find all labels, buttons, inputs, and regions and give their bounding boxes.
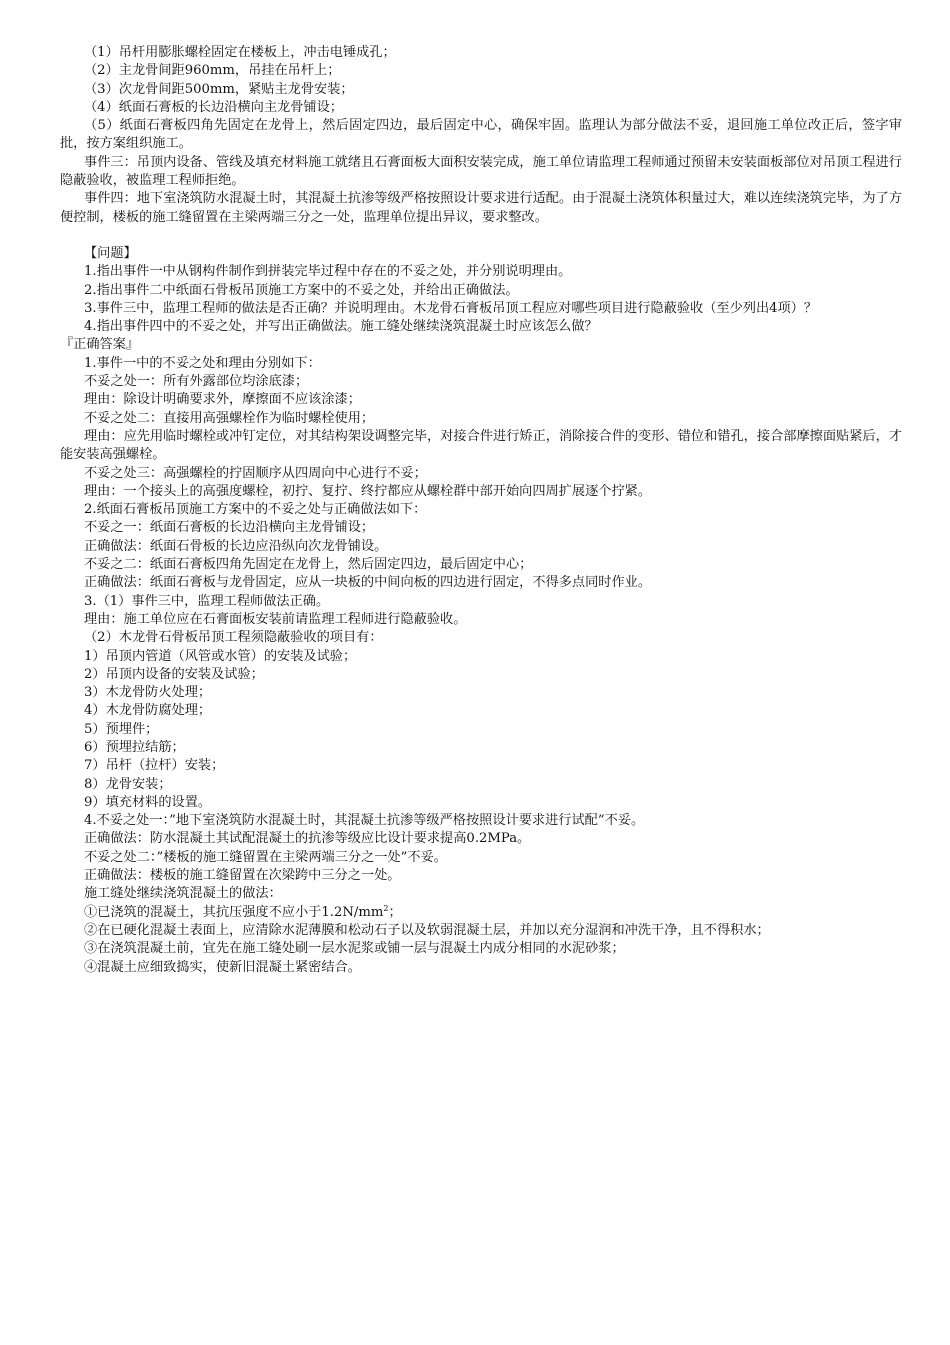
answer-heading: 『正确答案』 bbox=[60, 337, 140, 353]
question-item: 2.指出事件二中纸面石骨板吊顶施工方案中的不妥之处，并给出正确做法。 bbox=[84, 282, 519, 298]
answer-line: （2）木龙骨石骨板吊顶工程须隐蔽验收的项目有： bbox=[84, 630, 383, 646]
answer-line: 2）吊顶内设备的安装及试验； bbox=[84, 666, 264, 682]
step-three: ③在浇筑混凝土前，宜先在施工缝处刷一层水泥浆或铺一层与混凝土内成分相同的水泥砂浆； bbox=[84, 941, 625, 957]
answer-line: 7）吊杆（拉杆）安装； bbox=[84, 758, 225, 774]
answer-line: 施工缝处继续浇筑混凝土的做法： bbox=[84, 886, 282, 902]
answer-line: 1）吊顶内管道（风管或水管）的安装及试验； bbox=[84, 648, 357, 664]
question-item: 3.事件三中，监理工程师的做法是否正确？并说明理由。木龙骨石膏板吊顶工程应对哪些项目进行隐蔽验收（至少列出4项）？ bbox=[84, 300, 818, 316]
intro-item: （4）纸面石膏板的长边沿横向主龙骨铺设； bbox=[84, 99, 343, 115]
answer-line: 不妥之处二：”楼板的施工缝留置在主梁两端三分之一处”不妥。 bbox=[84, 849, 447, 865]
answer-line: 理由：应先用临时螺栓或冲钉定位，对其结构架设调整完毕，对接合件进行矫正，消除接合件的变形、错位和错孔，接合部摩擦面贴紧后，才能安装高强螺栓。 bbox=[60, 428, 902, 463]
answer-line: 3.（1）事件三中，监理工程师做法正确。 bbox=[84, 593, 330, 609]
answer-line: 不妥之二：纸面石膏板四角先固定在龙骨上，然后固定四边，最后固定中心； bbox=[84, 557, 533, 573]
answer-line: 理由：一个接头上的高强度螺栓，初拧、复拧、终拧都应从螺栓群中部开始向四周扩展逐个拧紧。 bbox=[84, 483, 652, 499]
step-four: ④混凝土应细致捣实，使新旧混凝土紧密结合。 bbox=[84, 959, 361, 975]
intro-item: （3）次龙骨间距500mm，紧贴主龙骨安装； bbox=[84, 81, 354, 97]
question-item: 1.指出事件一中从钢构件制作到拼装完毕过程中存在的不妥之处，并分别说明理由。 bbox=[84, 264, 572, 280]
step-one-superscript: 2 bbox=[383, 903, 389, 913]
answer-line: 1.事件一中的不妥之处和理由分别如下： bbox=[84, 355, 321, 371]
step-two: ②在已硬化混凝土表面上，应清除水泥薄膜和松动石子以及软弱混凝土层，并加以充分湿润和冲洗干净，且不得积水； bbox=[84, 922, 770, 938]
answer-line: 理由：除设计明确要求外，摩擦面不应该涂漆； bbox=[84, 392, 361, 408]
answer-line: 不妥之处三：高强螺栓的拧固顺序从四周向中心进行不妥； bbox=[84, 465, 427, 481]
step-one bbox=[60, 904, 902, 922]
answer-line: 3）木龙骨防火处理； bbox=[84, 685, 212, 701]
section-spacer bbox=[60, 227, 902, 245]
answer-line: 6）预埋拉结筋； bbox=[84, 739, 185, 755]
answer-line: 正确做法：防水混凝土其试配混凝土的抗渗等级应比设计要求提高0.2MPa。 bbox=[84, 831, 531, 847]
intro-item: （5）纸面石膏板四角先固定在龙骨上，然后固定四边，最后固定中心，确保牢固。监理认为部分做法不妥，退回施工单位改正后，签字审批，按方案组织施工。 bbox=[60, 118, 902, 152]
answer-line: 4.不妥之处一：”地下室浇筑防水混凝土时，其混凝土抗渗等级严格按照设计要求进行试配”不妥。 bbox=[84, 813, 645, 829]
answer-line: 2.纸面石膏板吊顶施工方案中的不妥之处与正确做法如下： bbox=[84, 502, 427, 518]
answer-line: 不妥之一：纸面石膏板的长边沿横向主龙骨铺设； bbox=[84, 520, 375, 536]
step-one-end: ； bbox=[388, 904, 402, 920]
question-item: 4.指出事件四中的不妥之处，并写出正确做法。施工缝处继续浇筑混凝土时应该怎么做？ bbox=[84, 319, 598, 335]
questions-heading: 【问题】 bbox=[84, 245, 137, 261]
answer-line: 8）龙骨安装； bbox=[84, 776, 172, 792]
answer-line: 9）填充材料的设置。 bbox=[84, 794, 212, 810]
document-page bbox=[60, 44, 902, 977]
intro-item: （2）主龙骨间距960mm，吊挂在吊杆上； bbox=[84, 63, 341, 79]
answer-line: 正确做法：楼板的施工缝留置在次梁跨中三分之一处。 bbox=[84, 868, 401, 884]
answer-line: 正确做法：纸面石膏板与龙骨固定，应从一块板的中间向板的四边进行固定，不得多点同时作业。 bbox=[84, 575, 652, 591]
answer-line: 不妥之处二：直接用高强螺栓作为临时螺栓使用； bbox=[84, 410, 375, 426]
intro-item: （1）吊杆用膨胀螺栓固定在楼板上，冲击电锤成孔； bbox=[84, 45, 396, 60]
answer-line: 理由：施工单位应在石膏面板安装前请监理工程师进行隐蔽验收。 bbox=[84, 611, 467, 627]
answer-line: 4）木龙骨防腐处理； bbox=[84, 703, 212, 719]
event-three-paragraph: 事件三：吊顶内设备、管线及填充材料施工就绪且石膏面板大面积安装完成，施工单位请监理工程师通过预留未安装面板部位对吊顶工程进行隐蔽验收，被监理工程师拒绝。 bbox=[60, 154, 902, 189]
step-one-text: ①已浇筑的混凝土，其抗压强度不应小于1.2N/mm bbox=[84, 904, 384, 920]
event-four-paragraph: 事件四：地下室浇筑防水混凝土时，其混凝土抗渗等级严格按照设计要求进行适配。由于混凝土浇筑体积量过大，难以连续浇筑完毕，为了方便控制，楼板的施工缝留置在主梁两端三分之一处，监理单位提出异议，要求整改。 bbox=[60, 191, 902, 225]
answer-line: 正确做法：纸面石骨板的长边应沿纵向次龙骨铺设。 bbox=[84, 538, 388, 554]
answer-line: 5）预埋件； bbox=[84, 721, 159, 737]
answer-line: 不妥之处一：所有外露部位均涂底漆； bbox=[84, 374, 309, 390]
